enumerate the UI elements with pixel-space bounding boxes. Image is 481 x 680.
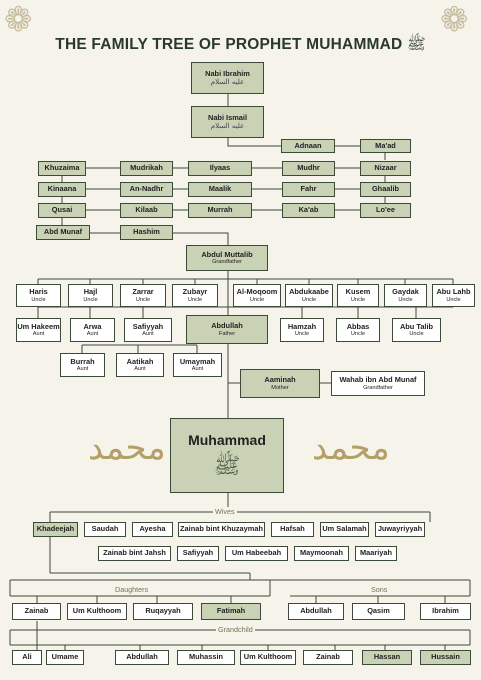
- node-label: Zarrar: [132, 287, 154, 297]
- node-label: Hamzah: [287, 321, 317, 331]
- node-mudrikah: [120, 161, 173, 176]
- node-role: Uncle: [409, 331, 424, 338]
- node-uncle-al-moqoom: [233, 284, 281, 307]
- node-aunt-umaymah: [173, 353, 222, 377]
- node-nabi-ismail: [191, 106, 264, 138]
- node-ilyaas: [188, 161, 252, 176]
- node-role: Grandfather: [363, 384, 393, 391]
- node-label: Zainab: [24, 606, 49, 616]
- node-label: Burrah: [70, 356, 95, 366]
- node-role: Uncle: [135, 296, 151, 303]
- node-uncle-abdukaabe: [285, 284, 333, 307]
- node-label: Safiyyah: [132, 321, 164, 331]
- node-uncle-kusem: [337, 284, 379, 307]
- title-part1: THE FAMILY TREE OF: [55, 36, 221, 53]
- node-label: Kusem: [345, 287, 371, 297]
- node-label: Um Hakeem: [17, 321, 60, 331]
- node-role: Uncle: [249, 296, 265, 303]
- node-aunt-um-hakeem: [16, 318, 61, 342]
- node-label: Hussain: [431, 652, 460, 662]
- node-label: Umaymah: [179, 356, 216, 366]
- node-wife-maymoonah: [294, 546, 349, 561]
- node-label: Um Salamah: [322, 524, 367, 534]
- node-label: Fahr: [300, 184, 317, 194]
- node-label: Zainab bint Khuzaymah: [180, 524, 263, 534]
- node-label: Nizaar: [374, 163, 397, 173]
- page-title: [0, 34, 481, 57]
- node-aunt-burrah: [60, 353, 105, 377]
- node-label: Abdullah: [126, 652, 158, 662]
- node-nabi-ibrahim: [191, 62, 264, 94]
- node-label: Qusai: [51, 205, 73, 215]
- node-label: Abdullah: [300, 606, 332, 616]
- section-label-sons: Sons: [371, 585, 388, 594]
- node-wife-saudah: [84, 522, 126, 537]
- node-grandchild-umame: [46, 650, 84, 665]
- node-uncle-zarrar: [120, 284, 166, 307]
- node-label: Zainab: [316, 652, 340, 662]
- node-role: Uncle: [446, 296, 461, 303]
- node-label: Zubayr: [182, 287, 208, 297]
- node-label: Um Kulthoom: [243, 652, 293, 662]
- node-role: Father: [218, 330, 236, 337]
- node-aunt-aatikah: [116, 353, 164, 377]
- node-maad: [360, 139, 411, 153]
- node-label: Fatimah: [216, 606, 246, 616]
- node-uncle-abbas: [336, 318, 380, 342]
- node-label: Zainab bint Jahsh: [103, 548, 166, 558]
- node-uncle-haris: [16, 284, 61, 307]
- node-murrah: [188, 203, 252, 218]
- node-son-ibrahim: [420, 603, 471, 620]
- node-wife-zainab-bint-jahsh: [98, 546, 171, 561]
- node-label: Abbas: [346, 321, 370, 331]
- node-role: Uncle: [294, 331, 310, 338]
- node-label: Mudrikah: [130, 163, 163, 173]
- node-role: Uncle: [398, 296, 413, 303]
- node-role: Mother: [271, 384, 289, 391]
- node-label: Hashim: [133, 227, 160, 237]
- node-label: Abu Talib: [399, 321, 434, 331]
- node-kilaab: [120, 203, 173, 218]
- corner-ornament-left: ❁: [4, 1, 33, 39]
- node-father-abdullah: [186, 315, 268, 344]
- node-grandchild-muhassin: [177, 650, 235, 665]
- node-wife-juwayriyyah: [375, 522, 425, 537]
- node-label: Abdul Muttalib: [201, 249, 253, 259]
- node-uncle-hamzah: [280, 318, 324, 342]
- node-label: Mudhr: [297, 163, 320, 173]
- node-label: Abdullah: [211, 321, 243, 331]
- node-maalik: [188, 182, 252, 197]
- honorific-glyph: ﷺ: [213, 453, 241, 479]
- node-grandchild-um-kulthoom: [240, 650, 296, 665]
- node-uncle-zubayr: [172, 284, 218, 307]
- node-nizaar: [360, 161, 411, 176]
- node-wife-zainab-bint-khuzaymah: [178, 522, 265, 537]
- node-role: Aunt: [191, 366, 204, 373]
- node-grandfather-wahab: [331, 371, 425, 396]
- node-abdul-muttalib: [186, 245, 268, 271]
- section-label-wives: Wives: [215, 507, 235, 516]
- node-qusai: [38, 203, 86, 218]
- node-grandchild-hussain: [420, 650, 471, 665]
- node-label: Wahab ibn Abd Munaf: [339, 375, 417, 385]
- node-label: Murrah: [207, 205, 233, 215]
- node-label: Abdukaabe: [289, 287, 329, 297]
- node-label: Hassan: [373, 652, 401, 662]
- node-label: Ka'ab: [298, 205, 319, 215]
- node-role: Uncle: [350, 296, 366, 303]
- node-son-abdullah: [288, 603, 344, 620]
- node-label: Ma'ad: [375, 140, 396, 150]
- node-label: Khadeejah: [36, 524, 75, 534]
- node-role: Aunt: [32, 331, 45, 338]
- node-label: Ghaalib: [371, 184, 400, 194]
- node-role: Aunt: [76, 366, 89, 373]
- node-wife-um-habeebah: [225, 546, 288, 561]
- node-khuzaima: [38, 161, 86, 176]
- node-an-nadhr: [120, 182, 173, 197]
- node-label: Khuzaima: [44, 163, 80, 173]
- node-label: Haris: [29, 287, 48, 297]
- node-wife-maariyah: [355, 546, 397, 561]
- node-label: Kilaab: [135, 205, 158, 215]
- node-role: Grandfather: [212, 259, 242, 266]
- node-label: Um Kulthoom: [72, 606, 122, 616]
- node-kinaana: [38, 182, 86, 197]
- node-label: Maalik: [208, 184, 232, 194]
- node-uncle-abu-lahb: [432, 284, 475, 307]
- node-label: Aatikah: [126, 356, 154, 366]
- node-label: Abd Munaf: [43, 227, 83, 237]
- node-role: Aunt: [134, 366, 146, 373]
- node-label: Qasim: [367, 606, 390, 616]
- node-label: Adnaan: [294, 140, 322, 150]
- node-grandchild-hassan: [362, 650, 412, 665]
- node-label: Arwa: [83, 321, 102, 331]
- node-label: Juwayriyyah: [377, 524, 423, 534]
- node-mudhr: [282, 161, 335, 176]
- node-label: Maymoonah: [299, 548, 344, 558]
- node-label: Abu Lahb: [436, 287, 471, 297]
- node-label: Ilyaas: [209, 163, 231, 173]
- node-prophet-muhammad: [170, 418, 284, 493]
- node-wife-hafsah: [271, 522, 314, 537]
- section-label-grandchild: Grandchild: [218, 625, 253, 634]
- node-kaab: [282, 203, 335, 218]
- calligraphy-right: محمد: [312, 428, 390, 468]
- node-label: Aaminah: [264, 375, 296, 385]
- node-uncle-hajl: [68, 284, 113, 307]
- node-role: Aunt: [86, 331, 99, 338]
- node-aunt-safiyyah: [124, 318, 172, 342]
- node-label: Nabi Ibrahim: [205, 68, 250, 78]
- node-adnaan: [281, 139, 335, 153]
- node-label: Nabi Ismail: [207, 112, 248, 122]
- node-daughter-zainab: [12, 603, 61, 620]
- section-label-daughters: Daughters: [115, 585, 149, 594]
- node-uncle-abu-talib: [392, 318, 441, 342]
- node-label: Muhassin: [188, 652, 224, 662]
- corner-ornament-right: ❁: [440, 1, 469, 39]
- node-wife-safiyyah: [177, 546, 219, 561]
- node-label: Ibrahim: [432, 606, 459, 616]
- node-fahr: [282, 182, 335, 197]
- node-arabic: عليه السلام: [210, 78, 245, 87]
- node-arabic: عليه السلام: [210, 122, 245, 131]
- node-label: Safiyyah: [182, 548, 214, 558]
- node-role: Uncle: [83, 296, 98, 303]
- node-abd-munaf: [36, 225, 90, 240]
- node-son-qasim: [352, 603, 405, 620]
- node-daughter-fatimah: [201, 603, 261, 620]
- node-label: Ruqayyah: [145, 606, 181, 616]
- node-label: Gaydak: [392, 287, 419, 297]
- node-label: Al-Moqoom: [236, 287, 278, 297]
- node-label: Lo'ee: [375, 205, 395, 215]
- node-grandchild-ali: [12, 650, 42, 665]
- node-mother-aaminah: [240, 369, 320, 398]
- node-role: Uncle: [187, 296, 203, 303]
- title-part2: PROPHET MUHAMMAD: [225, 36, 403, 53]
- node-ghaalib: [360, 182, 411, 197]
- calligraphy-left: محمد: [88, 428, 166, 468]
- node-label: Um Habeebah: [231, 548, 282, 558]
- node-role: Uncle: [350, 331, 366, 338]
- node-grandchild-abdullah: [115, 650, 169, 665]
- node-label: Maariyah: [359, 548, 393, 558]
- node-label: Ali: [22, 652, 32, 662]
- node-wife-ayesha: [132, 522, 173, 537]
- node-role: Uncle: [301, 296, 317, 303]
- node-label: Saudah: [91, 524, 119, 534]
- node-label: Hafsah: [280, 524, 305, 534]
- node-daughter-um-kulthoom: [67, 603, 127, 620]
- node-wife-khadeejah: [33, 522, 78, 537]
- node-role: Aunt: [142, 331, 154, 338]
- node-loee: [360, 203, 411, 218]
- node-label: Hajl: [83, 287, 98, 297]
- node-grandchild-zainab: [303, 650, 353, 665]
- node-label: Muhammad: [188, 431, 266, 448]
- node-role: Uncle: [31, 296, 46, 303]
- node-label: An-Nadhr: [129, 184, 164, 194]
- node-label: Umame: [51, 652, 79, 662]
- node-uncle-gaydak: [384, 284, 427, 307]
- node-aunt-arwa: [70, 318, 115, 342]
- honorific-glyph: ﷺ: [406, 35, 426, 53]
- node-hashim: [120, 225, 173, 240]
- node-label: Ayesha: [139, 524, 166, 534]
- node-wife-um-salamah: [320, 522, 369, 537]
- node-daughter-ruqayyah: [133, 603, 193, 620]
- node-label: Kinaana: [47, 184, 77, 194]
